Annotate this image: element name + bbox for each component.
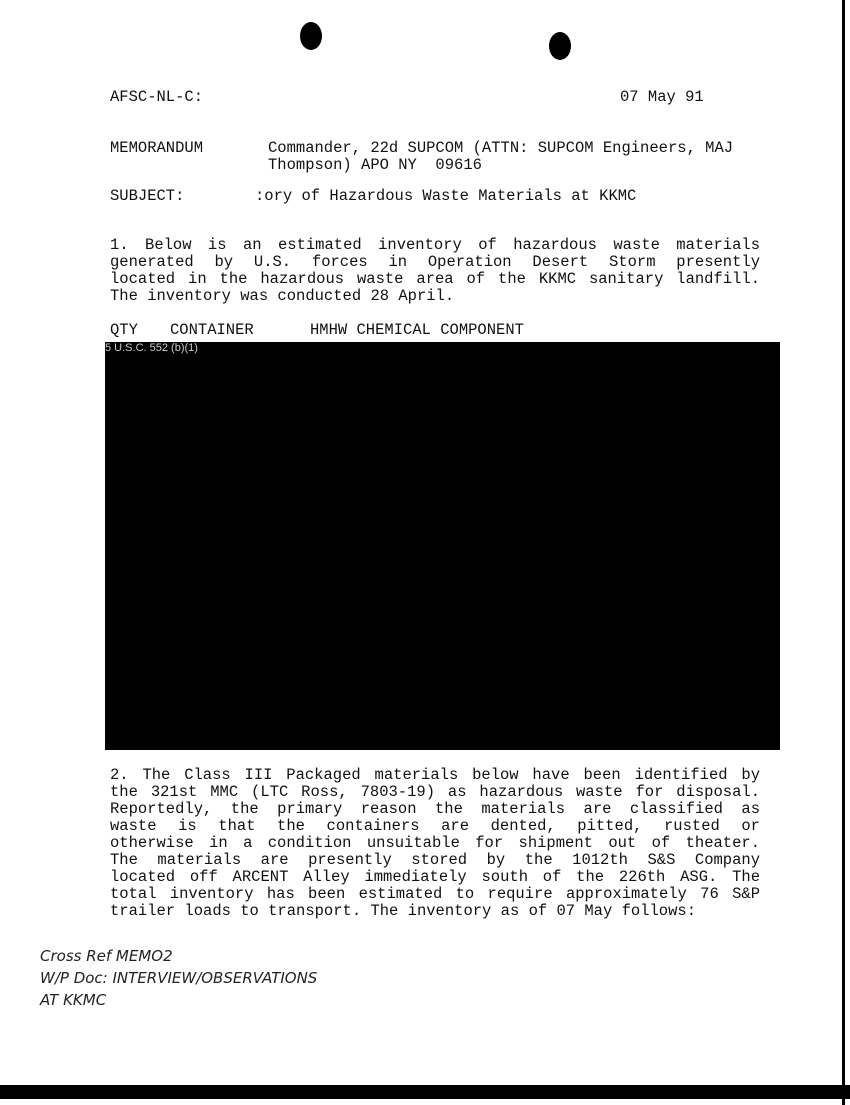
memo-label: MEMORANDUM — [110, 139, 204, 157]
subject-text: :ory of Hazardous Waste Materials at KKMC — [255, 187, 637, 205]
column-header-component: HMHW CHEMICAL COMPONENT — [310, 321, 524, 339]
office-symbol: AFSC-NL-C: — [110, 88, 204, 106]
memo-to-line-1: Commander, 22d SUPCOM (ATTN: SUPCOM Engineers, MAJ — [268, 139, 734, 157]
paragraph-line: waste is that the containers are dented, pitted, rusted or — [110, 817, 760, 835]
paragraph-1 — [110, 237, 760, 305]
paragraph-line: generated by U.S. forces in Operation Desert Storm presently — [110, 253, 760, 271]
paragraph-line: total inventory has been estimated to require approximately 76 S&P — [110, 885, 760, 903]
handwritten-line: W/P Doc: INTERVIEW/OBSERVATIONS — [40, 969, 318, 987]
subject-label: SUBJECT: — [110, 187, 185, 205]
handwritten-line: Cross Ref MEMO2 — [40, 947, 173, 965]
paragraph-line: 2. The Class III Packaged materials below have been identified by — [110, 766, 760, 784]
memo-to-line-2: Thompson) APO NY 09616 — [268, 156, 482, 174]
scan-edge — [842, 0, 845, 1105]
handwritten-line: AT KKMC — [40, 991, 107, 1009]
handwritten-annotation — [40, 945, 317, 1011]
paragraph-line: The materials are presently stored by the 1012th S&S Company — [110, 851, 760, 869]
paragraph-line: located in the hazardous waste area of the KKMC sanitary landfill. — [110, 270, 760, 288]
paragraph-line: The inventory was conducted 28 April. — [110, 287, 455, 305]
redaction-block — [105, 342, 780, 750]
paragraph-2 — [110, 767, 760, 920]
scan-bottom-bar — [0, 1085, 850, 1099]
paragraph-line: Reportedly, the primary reason the materials are classified as — [110, 800, 760, 818]
memo-date: 07 May 91 — [620, 88, 704, 106]
paragraph-line: 1. Below is an estimated inventory of hazardous waste materials — [110, 236, 760, 254]
punch-hole-right — [549, 32, 571, 60]
paragraph-line: the 321st MMC (LTC Ross, 7803-19) as hazardous waste for disposal. — [110, 783, 760, 801]
punch-hole-left — [300, 22, 322, 50]
paragraph-line: located off ARCENT Alley immediately south of the 226th ASG. The — [110, 868, 760, 886]
column-header-qty: QTY — [110, 321, 138, 339]
column-header-container: CONTAINER — [170, 321, 254, 339]
paragraph-line: trailer loads to transport. The inventory as of 07 May follows: — [110, 902, 696, 920]
redaction-label: 5 U.S.C. 552 (b)(1) — [105, 342, 198, 354]
paragraph-line: otherwise in a condition unsuitable for shipment out of theater. — [110, 834, 760, 852]
